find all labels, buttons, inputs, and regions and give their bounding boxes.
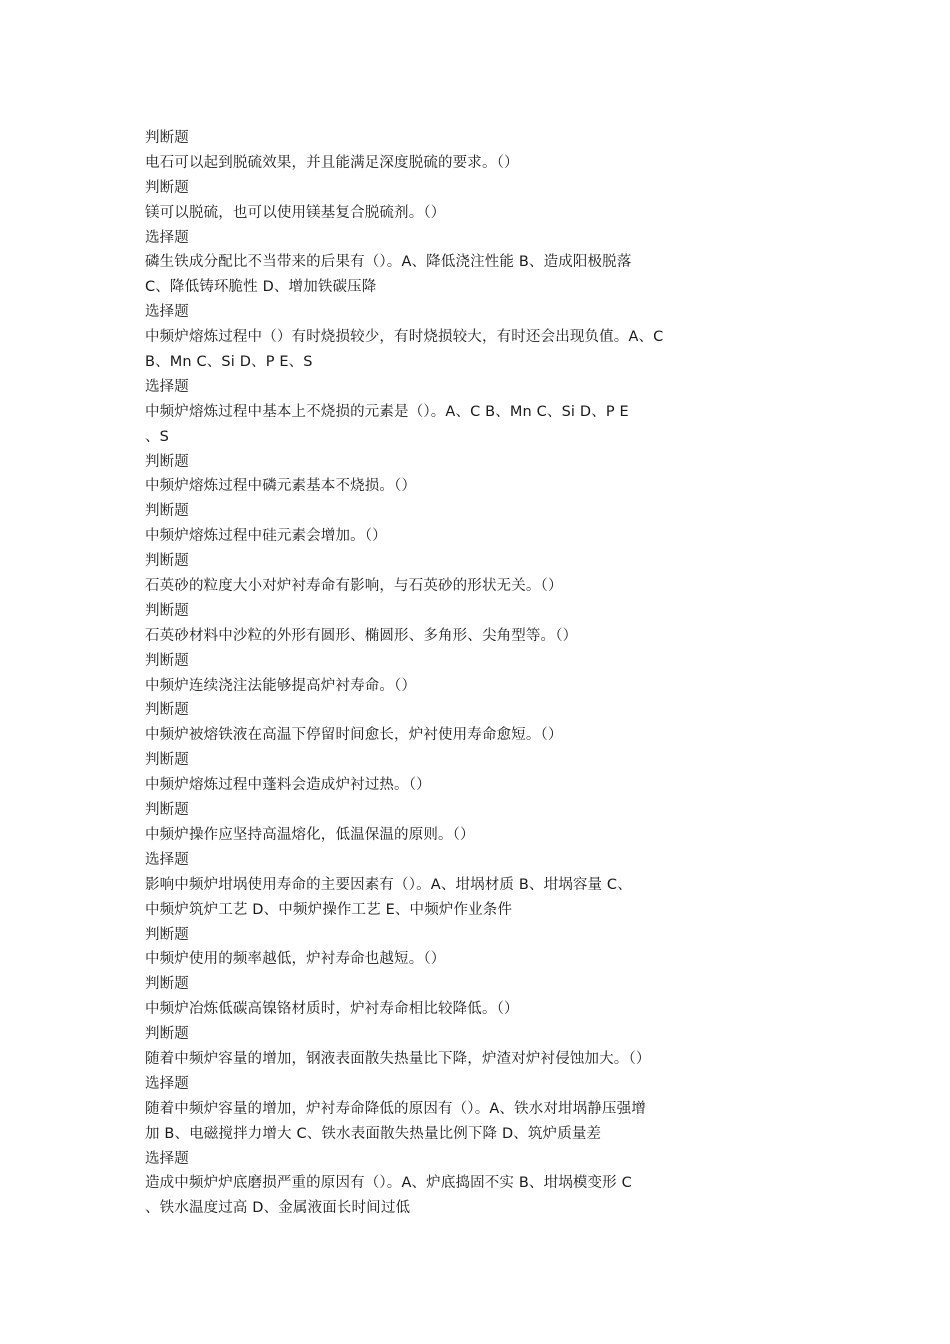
question-text: C、降低铸环脆性 D、增加铁碳压降 bbox=[145, 279, 377, 296]
question-text: 石英砂的粒度大小对炉衬寿命有影响，与石英砂的形状无关。（） bbox=[145, 578, 563, 595]
question-text: 中频炉熔炼过程中（）有时烧损较少，有时烧损较大，有时还会出现负值。A、C bbox=[145, 329, 664, 346]
question-type-label: 选择题 bbox=[145, 304, 189, 321]
question-text: 中频炉操作应坚持高温熔化，低温保温的原则。（） bbox=[145, 826, 475, 843]
question-text: 中频炉熔炼过程中蓬料会造成炉衬过热。（） bbox=[145, 777, 431, 794]
question-type-label: 判断题 bbox=[145, 1026, 189, 1043]
question-type-label: 选择题 bbox=[145, 229, 189, 246]
question-type-label: 判断题 bbox=[145, 926, 189, 943]
question-text: 石英砂材料中沙粒的外形有圆形、椭圆形、多角形、尖角型等。（） bbox=[145, 627, 578, 644]
question-text: 中频炉使用的频率越低，炉衬寿命也越短。（） bbox=[145, 951, 446, 968]
question-type-label: 判断题 bbox=[145, 976, 189, 993]
question-type-label: 选择题 bbox=[145, 378, 189, 395]
question-type-label: 判断题 bbox=[145, 130, 189, 146]
question-text: 随着中频炉容量的增加，炉衬寿命降低的原因有（）。A、铁水对坩埚静压强增 bbox=[145, 1100, 646, 1117]
question-type-label: 判断题 bbox=[145, 602, 189, 619]
question-text: 镁可以脱硫，也可以使用镁基复合脱硫剂。（） bbox=[145, 204, 446, 221]
question-type-label: 选择题 bbox=[145, 1150, 189, 1167]
question-type-label: 判断题 bbox=[145, 553, 189, 570]
question-type-label: 选择题 bbox=[145, 851, 189, 868]
question-text: 中频炉冶炼低碳高镍铬材质时，炉衬寿命相比较降低。（） bbox=[145, 1001, 519, 1018]
question-type-label: 判断题 bbox=[145, 702, 189, 719]
question-type-label: 判断题 bbox=[145, 179, 189, 196]
question-type-label: 判断题 bbox=[145, 652, 189, 669]
question-text: 影响中频炉坩埚使用寿命的主要因素有（）。A、坩埚材质 B、坩埚容量 C、 bbox=[145, 876, 632, 893]
question-text: 造成中频炉炉底磨损严重的原因有（）。A、炉底捣固不实 B、坩埚模变形 C bbox=[145, 1175, 632, 1192]
question-text: 中频炉熔炼过程中硅元素会增加。（） bbox=[145, 528, 387, 545]
question-type-label: 判断题 bbox=[145, 453, 189, 470]
question-type-label: 判断题 bbox=[145, 752, 189, 769]
question-text: 中频炉被熔铁液在高温下停留时间愈长，炉衬使用寿命愈短。（） bbox=[145, 727, 563, 744]
question-type-label: 判断题 bbox=[145, 503, 189, 520]
question-text: 中频炉熔炼过程中基本上不烧损的元素是（）。A、C B、Mn C、Si D、P E bbox=[145, 403, 629, 420]
question-text: 加 B、电磁搅拌力增大 C、铁水表面散失热量比例下降 D、筑炉质量差 bbox=[145, 1125, 602, 1142]
question-list bbox=[145, 126, 745, 1221]
question-text: 、铁水温度过高 D、金属液面长时间过低 bbox=[145, 1200, 411, 1217]
question-text: B、Mn C、Si D、P E、S bbox=[145, 354, 313, 371]
question-text: 磷生铁成分配比不当带来的后果有（）。A、降低浇注性能 B、造成阳极脱落 bbox=[145, 254, 632, 271]
question-text: 、S bbox=[145, 428, 170, 445]
question-text: 电石可以起到脱硫效果，并且能满足深度脱硫的要求。（） bbox=[145, 154, 519, 171]
question-text: 中频炉熔炼过程中磷元素基本不烧损。（） bbox=[145, 478, 417, 495]
question-type-label: 判断题 bbox=[145, 802, 189, 819]
question-text: 中频炉筑炉工艺 D、中频炉操作工艺 E、中频炉作业条件 bbox=[145, 901, 513, 918]
question-text: 随着中频炉容量的增加，钢液表面散失热量比下降，炉渣对炉衬侵蚀加大。（） bbox=[145, 1050, 651, 1067]
question-type-label: 选择题 bbox=[145, 1075, 189, 1092]
question-text: 中频炉连续浇注法能够提高炉衬寿命。（） bbox=[145, 677, 417, 694]
